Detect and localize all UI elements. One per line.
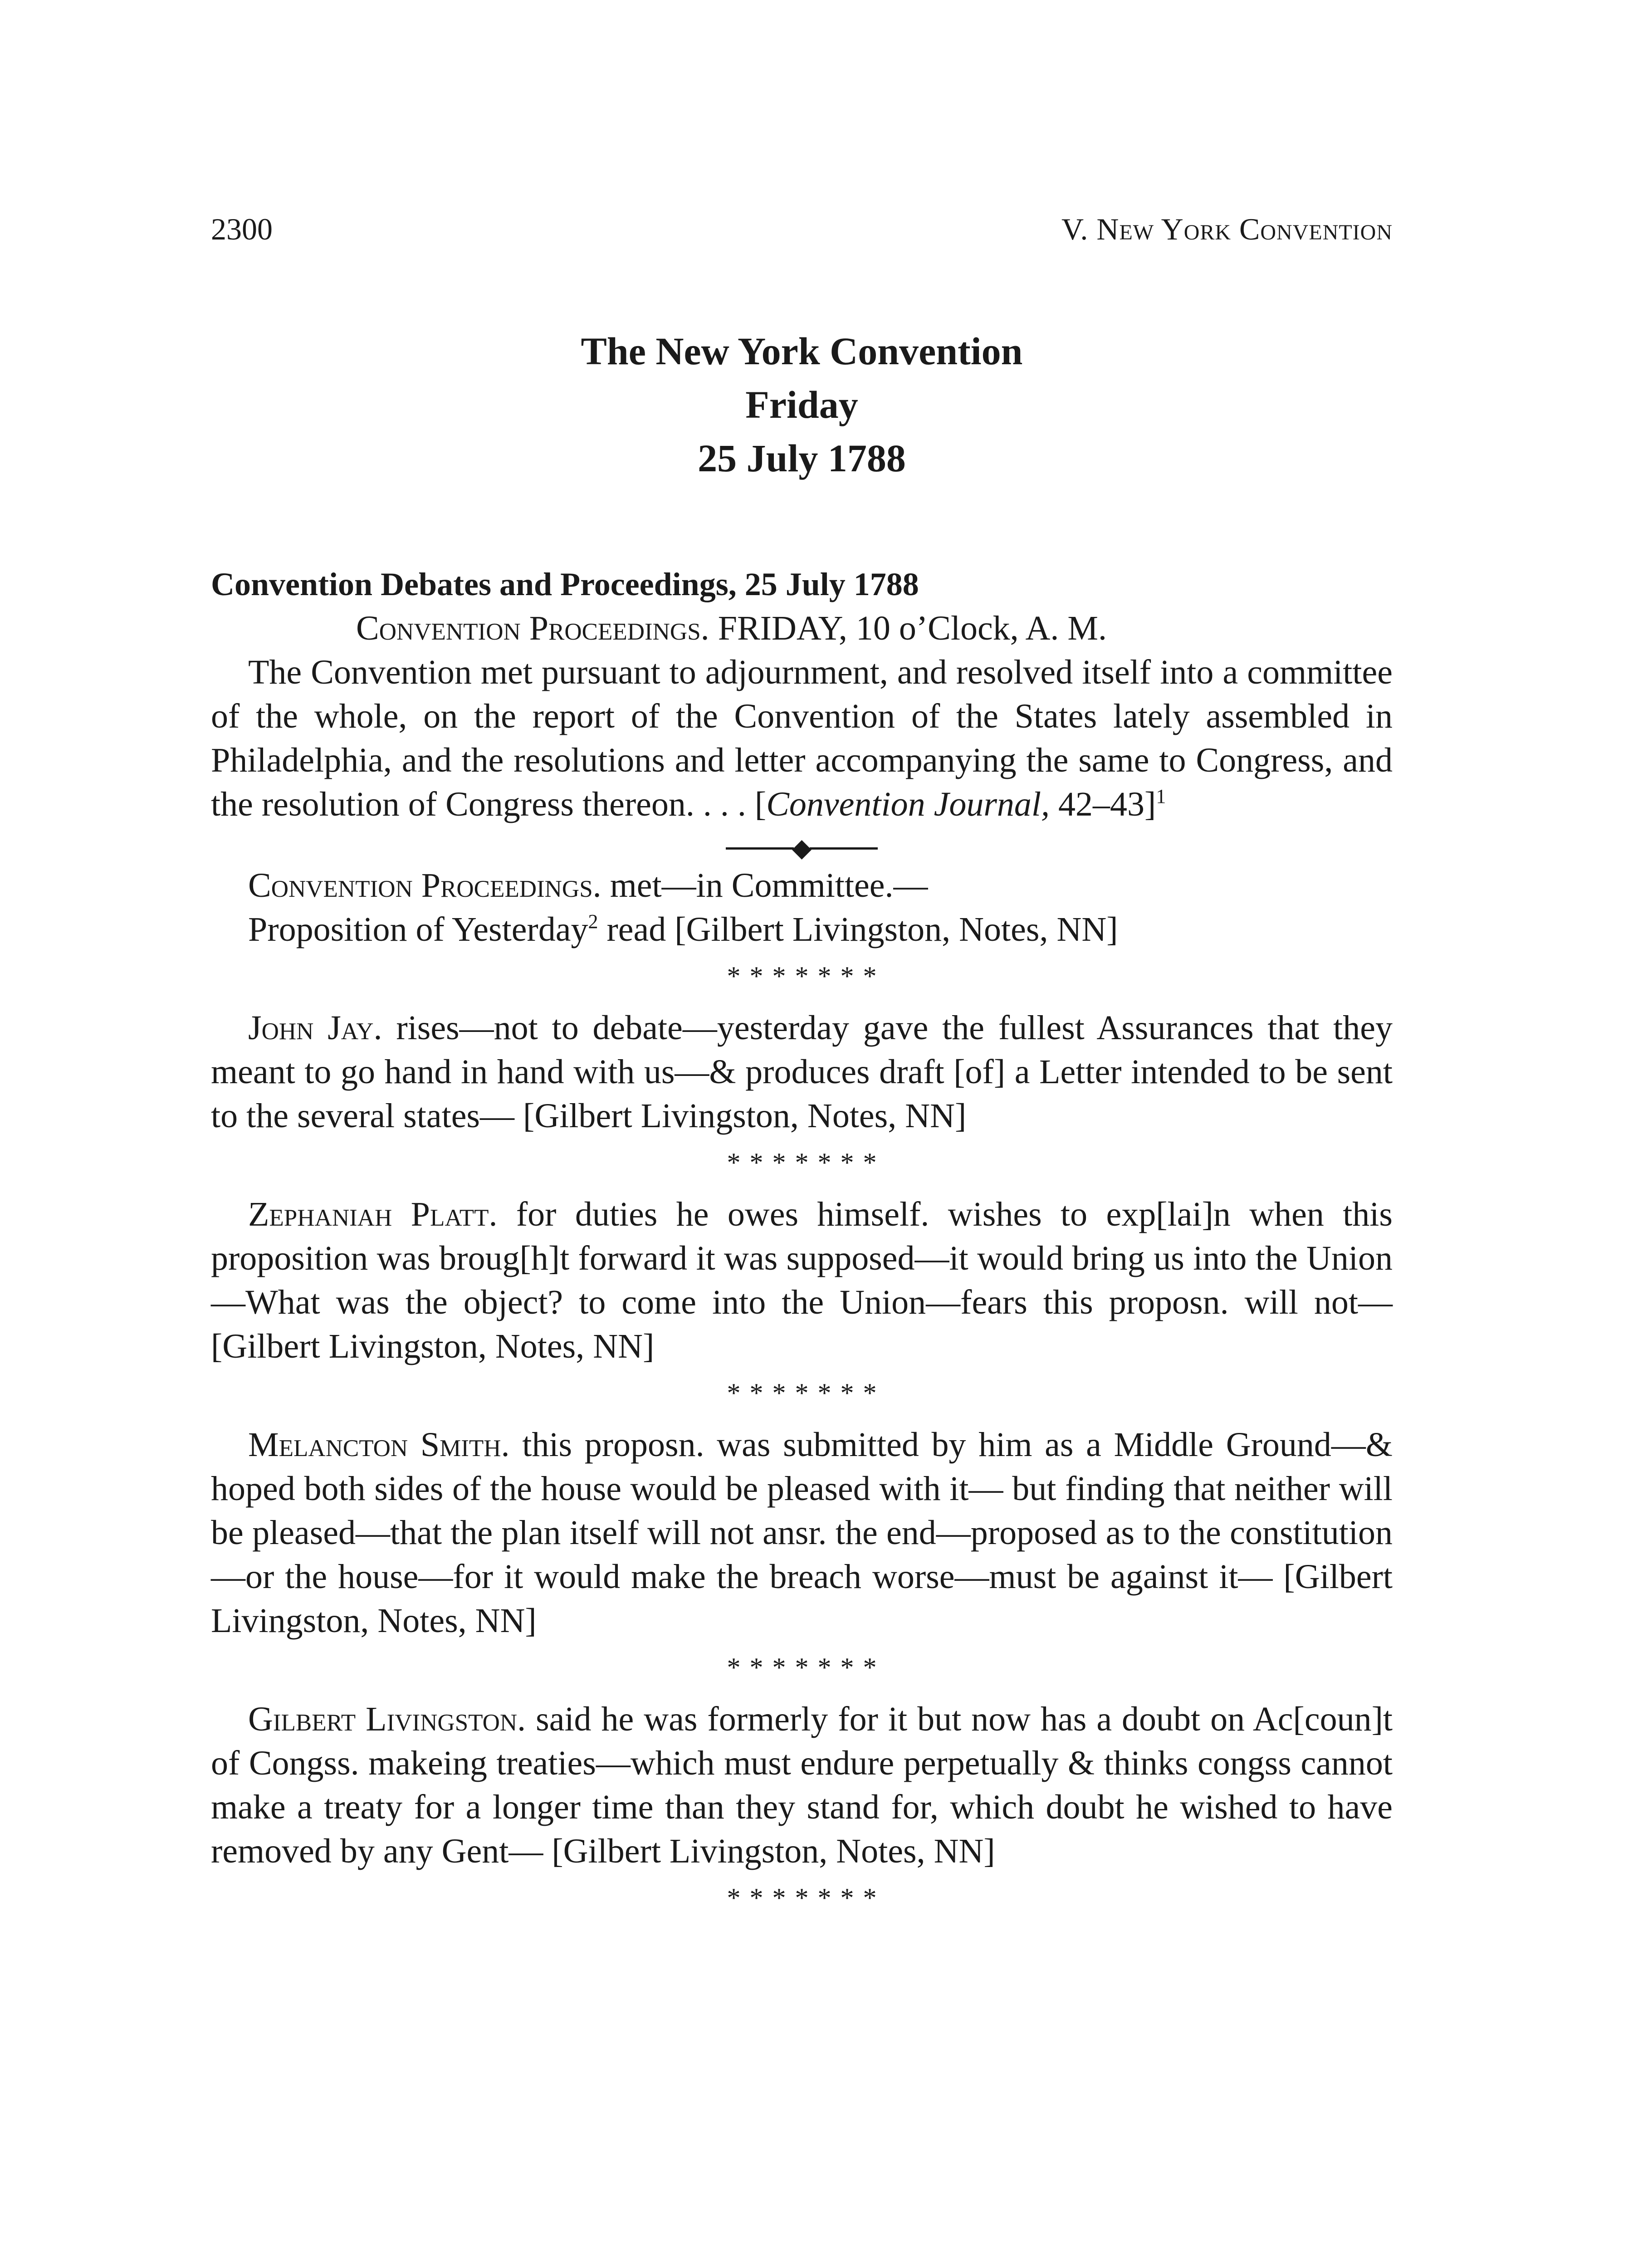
footnote-marker: 2: [588, 910, 598, 933]
separator: *******: [727, 1148, 886, 1178]
speaker-name: Convention Proceedings.: [248, 866, 601, 904]
speech-text: for duties he owes himself. wishes to exp[lai]n when this proposition was broug[h]t forward it was supposed—it would bring us into the Union—What was the object? to come into the Union—fears this proposn. will not— [Gilbert Livingston, Notes, NN]: [211, 1195, 1393, 1365]
ornament-rule-left: [726, 847, 794, 850]
speech-entry-platt: [211, 1193, 1393, 1369]
diamond-icon: ◆: [792, 834, 812, 863]
journal-paragraph: [211, 650, 1393, 826]
separator: *******: [727, 1652, 886, 1682]
section-ornament: [211, 831, 1393, 861]
journal-source-title: Convention Journal,: [766, 785, 1050, 823]
speech-entry-smith: [211, 1423, 1393, 1643]
speaker-name: Convention Proceedings.: [356, 609, 709, 647]
speaker-name: Zephaniah Platt.: [248, 1195, 498, 1233]
ornament-rule-right: [810, 847, 878, 850]
separator: *******: [727, 1378, 886, 1408]
separator: *******: [727, 1883, 886, 1913]
journal-time-line: [211, 606, 1393, 650]
speech-text: said he was formerly for it but now has a doubt on Ac[coun]t of Congss. makeing treaties—which must endure perpetually & thinks congss cannot make a treaty for a longer time than they stand for, which doubt he wished to have removed by any Gent— [Gilbert Livingston, Notes, NN]: [211, 1700, 1393, 1870]
speaker-name: John Jay.: [248, 1009, 382, 1047]
speech-text: this proposn. was submitted by him as a Middle Ground—& hoped both sides of the house would be pleased with it— but finding that neither will be pleased—that the plan itself will not ansr. the end—proposed as to the constitution—or the house—for it would make the breach worse—must be against it— [Gilbert Livingston, Notes, NN]: [211, 1426, 1393, 1640]
time-text: FRIDAY, 10 o’Clock, A. M.: [709, 609, 1107, 647]
footnote-marker: 1: [1156, 785, 1166, 807]
page: [211, 209, 1393, 1928]
speech-entry-jay: [211, 1006, 1393, 1138]
running-head: [211, 209, 1393, 249]
document-title: Convention Debates and Proceedings, 25 July 1788: [211, 566, 919, 602]
speech-entry-livingston: [211, 1697, 1393, 1873]
opening-text: Proposition of Yesterday: [248, 910, 588, 948]
opening-text: met—in Committee.—: [601, 866, 928, 904]
speaker-name: Gilbert Livingston.: [248, 1700, 526, 1738]
speech-text: rises—not to debate—yesterday gave the fullest Assurances that they meant to go hand in hand with us—& produces draft [of] a Letter intended to be sent to the several states— [Gilbert Livingston, Notes, NN]: [211, 1009, 1393, 1135]
separator: *******: [727, 961, 886, 991]
journal-source-pages: 42–43]: [1050, 785, 1156, 823]
livingston-opening-line-1: [211, 864, 1393, 908]
page-number: 2300: [211, 212, 273, 246]
heading-line-3: 25 July 1788: [698, 436, 906, 480]
heading-line-1: The New York Convention: [581, 329, 1023, 373]
day-heading: [211, 324, 1393, 485]
section-title: V. New York Convention: [1061, 212, 1393, 246]
heading-line-2: Friday: [745, 383, 858, 426]
speaker-name: Melancton Smith.: [248, 1426, 510, 1464]
opening-source: read [Gilbert Livingston, Notes, NN]: [598, 910, 1118, 948]
journal-text: The Convention met pursuant to adjournment, and resolved itself into a committee of the whole, on the report of the Convention of the States lately assembled in Philadelphia, and the resolutions and letter accompanying the same to Congress, and the resolution of Congress thereon. . . . [: [211, 653, 1393, 823]
livingston-opening-line-2: [211, 908, 1393, 952]
